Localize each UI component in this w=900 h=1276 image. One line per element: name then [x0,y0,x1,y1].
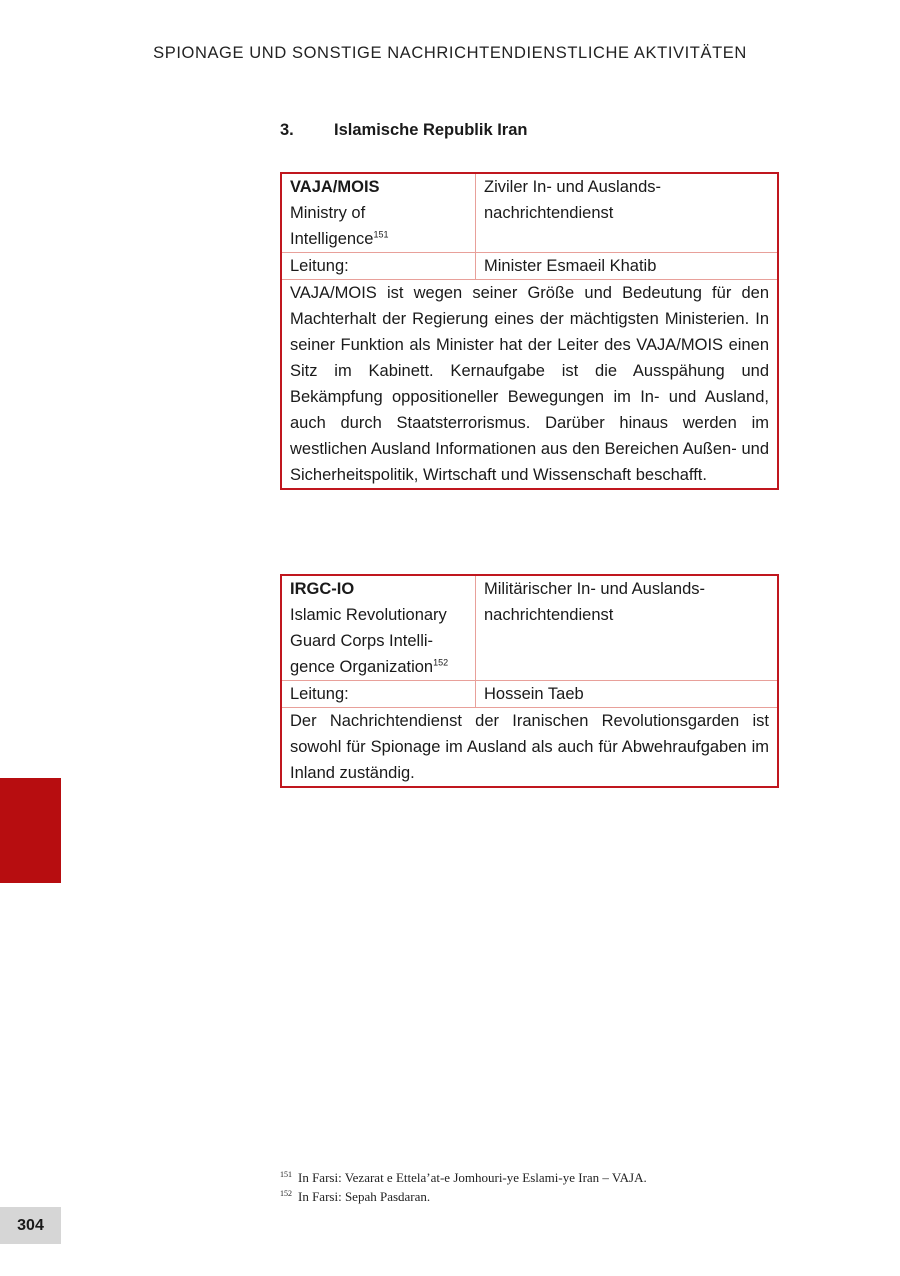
section-title: Islamische Republik Iran [334,121,528,139]
agency-type-line: nachrichtendienst [484,606,614,624]
lead-value: Hossein Taeb [476,681,779,708]
running-head: SPIONAGE UND SONSTIGE NACHRICHTENDIENSTLICHE AKTIVITÄTEN [153,44,747,62]
agency-abbreviation: IRGC-IO [290,580,355,598]
footnotes [280,1168,647,1206]
agency-lead-row [281,253,778,280]
agency-name-line: Islamic Revolutionary [290,606,447,624]
agency-abbreviation: VAJA/MOIS [290,178,380,196]
agency-type-line: Ziviler In- und Auslands- [484,178,661,196]
agency-name-cell [281,575,476,681]
section-number: 3. [280,121,294,139]
footnote-text: In Farsi: Vezarat e Ettela’at-e Jomhouri-ye Eslami-ye Iran – VAJA. [298,1170,647,1185]
chapter-marker [0,778,61,883]
agency-description-row [281,280,778,490]
agency-type-cell [476,575,779,681]
lead-label: Leitung: [281,681,476,708]
agency-box-vaja-mois [280,172,779,490]
agency-header-row [281,575,778,681]
lead-value: Minister Esmaeil Khatib [476,253,779,280]
agency-box-irgc-io [280,574,779,788]
agency-type-cell [476,173,779,253]
agency-name-line: Ministry of [290,204,366,222]
agency-header-row [281,173,778,253]
footnote-ref[interactable]: 152 [433,657,449,668]
agency-name-line: gence Organization$^{152}$ [290,657,449,676]
footnote-number: 151 [280,1169,292,1179]
footnote-151 [280,1168,647,1187]
footnote-number: 152 [280,1188,292,1198]
agency-description-row [281,708,778,788]
agency-name-line: Guard Corps Intelli- [290,632,434,650]
agency-description: VAJA/MOIS ist wegen seiner Größe und Bedeutung für den Machterhalt der Regierung eines der mächtigsten Ministerien. In seiner Funktion als Minister hat der Leiter des VAJA/MOIS einen Sitz im Kabinett. Kernaufgabe ist die Ausspähung und Bekämpfung oppositioneller Bewegungen im In- und Ausland, auch durch Staatsterrorismus. Darüber hinaus werden im westlichen Ausland Informationen aus den Bereichen Außen- und Sicherheitspolitik, Wirtschaft und Wissenschaft beschafft. [281,280,778,490]
agency-type-line: Militärischer In- und Auslands- [484,580,706,598]
agency-lead-row [281,681,778,708]
lead-label: Leitung: [281,253,476,280]
footnote-ref[interactable]: 151 [373,229,389,240]
agency-description: Der Nachrichtendienst der Iranischen Revolutionsgarden ist sowohl für Spionage im Ausland als auch für Abwehraufgaben im Inland zuständig. [281,708,778,788]
page-number: 304 [0,1207,61,1244]
section-heading [280,121,528,140]
footnote-text: In Farsi: Sepah Pasdaran. [298,1189,431,1204]
footnote-152 [280,1187,647,1206]
agency-name-cell [281,173,476,253]
agency-type-line: nachrichtendienst [484,204,614,222]
agency-name-line: Intelligence$^{151}$ [290,229,389,248]
